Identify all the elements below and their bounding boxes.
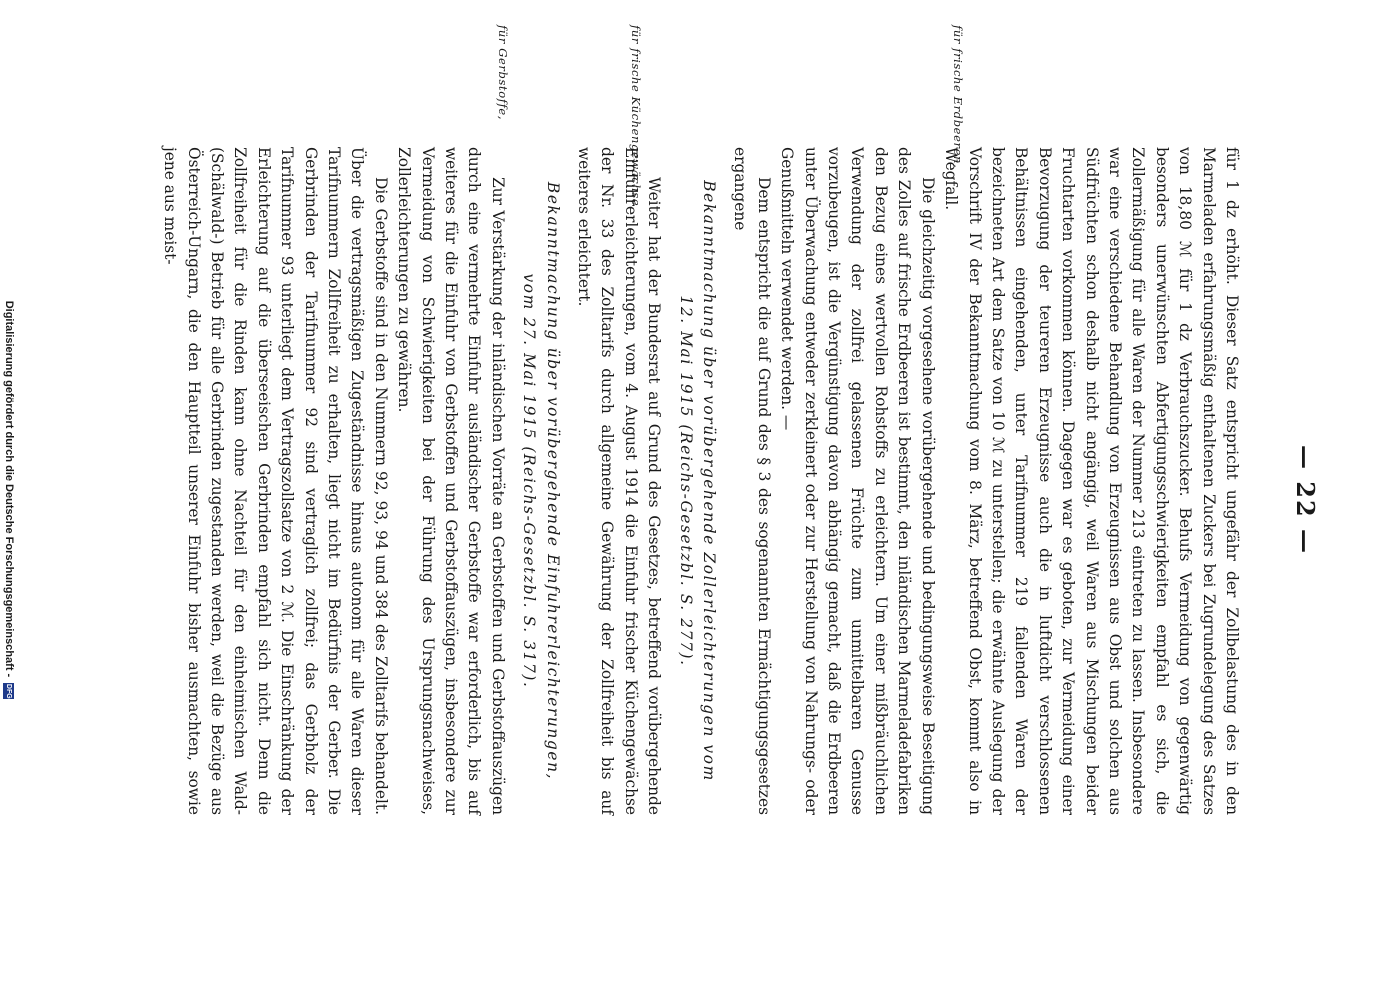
- paragraph-3: Dem entspricht die auf Grund des § 3 des sogenannten Ermächtigungsgesetzes ergangene: [731, 147, 773, 815]
- page-number: — 22 —: [1291, 444, 1320, 556]
- body-text: [158, 147, 1243, 815]
- paragraph-5: Zur Verstärkung der inländischen Vorräte an Gerbstoffen und Gerbstoffauszügen durch eine vermehrte Einfuhr ausländischer Gerbstoffe war erforderlich, bis auf weiteres für die Einfuhr von Gerbstoffen und Gerbstoffauszügen, insbesondere zur Vermeidung von Schwierigkeiten bei der Führung des Ursprungsnachweises, Zollerleichterungen zu gewähren.: [395, 147, 507, 815]
- footer-text: Digitalisierung gefördert durch die Deutsche Forschungsgemeinschaft -: [3, 300, 15, 678]
- digitization-footer: [3, 0, 15, 1000]
- paragraph-2: Die gleichzeitig vorgesehene vorübergehende und bedingungsweise Beseitigung des Zolles auf frische Erdbeeren ist bestimmt, den inländischen Marmeladefabriken den Bezug eines wertvollen Rohstoffs zu erleichtern. Um einer mißbräuchlichen Verwendung der zollfrei gelassenen Früchte zum unmittelbaren Genusse vorzubeugen, ist die Vergünstigung davon abhängig gemacht, daß die Erdbeeren unter Überwachung entweder zerkleinert oder zur Herstellung von Nahrungs- oder Genußmitteln verwendet werden. —: [778, 147, 937, 815]
- announcement-title-2: Bekanntmachung über vorübergehende Einfuhrerleichterungen, vom 27. Mai 1915 (Reichs-Gesetzbl. S. 317).: [520, 181, 562, 781]
- paragraph-4: Weiter hat der Bundesrat auf Grund des Gesetzes, betreffend vorübergehende Einfuhrerleichterungen, vom 4. August 1914 die Einfuhr frischer Küchengewächse der Nr. 33 des Zolltarifs durch allgemeine Gewährung der Zollfreiheit bis auf weiteres erleichtert.: [575, 147, 664, 815]
- paragraph-1: für 1 dz erhöht. Dieser Satz entspricht ungefähr der Zollbelastung des in den Marmeladen erfahrungsmäßig enthaltenen Zuckers bei Zugrundelegung des Satzes von 18,80 ℳ für 1 dz Verbrauchszucker. Behufs Vermeidung von gegenwärtig besonders unerwünschten Abfertigungsschwierigkeiten empfahl es sich, die Zollermäßigung für alle Waren der Nummer 213 eintreten zu lassen. Insbesondere war eine verschiedene Behandlung von Erzeugnissen aus Obst und solchen aus Südfrüchten schon deshalb nicht angängig, weil Waren aus Mischungen beider Fruchtarten vorkommen können. Dagegen war es geboten, zur Vermeidung einer Bevorzugung der teureren Erzeugnisse auch die in luftdicht verschlossenen Behältnissen eingehenden, unter Tarifnummer 219 fallenden Waren der bezeichneten Art dem Satze von 10 ℳ zu unterstellen; die erwähnte Auslegung der Vorschrift IV der Bekanntmachung vom 8. März, betreffend Obst, kommt also in Wegfall.: [942, 147, 1241, 815]
- announcement-title-1: Bekanntmachung über vorübergehende Zollerleichterungen vom 12. Mai 1915 (Reichs-Gesetzbl. S. 277).: [676, 180, 719, 782]
- dfg-logo: DFG: [5, 683, 13, 699]
- margin-note-gerbstoffe: für Gerbstoffe,: [496, 25, 510, 121]
- margin-note-erdbeeren: für frische Erdbeeren,: [951, 25, 965, 169]
- paragraph-6: Die Gerbstoffe sind in den Nummern 92, 93, 94 und 384 des Zolltarifs behandelt. Über die vertragsmäßigen Zugeständnisse hinaus autonom für alle Waren dieser Tarifnummern Zollfreiheit zu erhalten, liegt nicht im Bedürfnis der Gerber. Die Gerbrinden der Tarifnummer 92 sind vertraglich zollfrei; das Gerbholz der Tarifnummer 93 unterliegt dem Vertragszollsatze von 2 ℳ. Die Einschränkung der Erleichterung auf die überseeischen Gerbrinden empfahl sich nicht. Denn die Zollfreiheit für die Rinden kann ohne Nachteil für den einheimischen Wald- (Schälwald-) Betrieb für alle Gerbrinden zugestanden werden, weil die Bezüge aus Österreich-Ungarn, die den Hauptteil unserer Einfuhr bisher ausmachten, sowie jene aus meist-: [161, 147, 390, 815]
- margin-note-kuechengewaechse: für frische Küchengewächse,: [629, 25, 643, 211]
